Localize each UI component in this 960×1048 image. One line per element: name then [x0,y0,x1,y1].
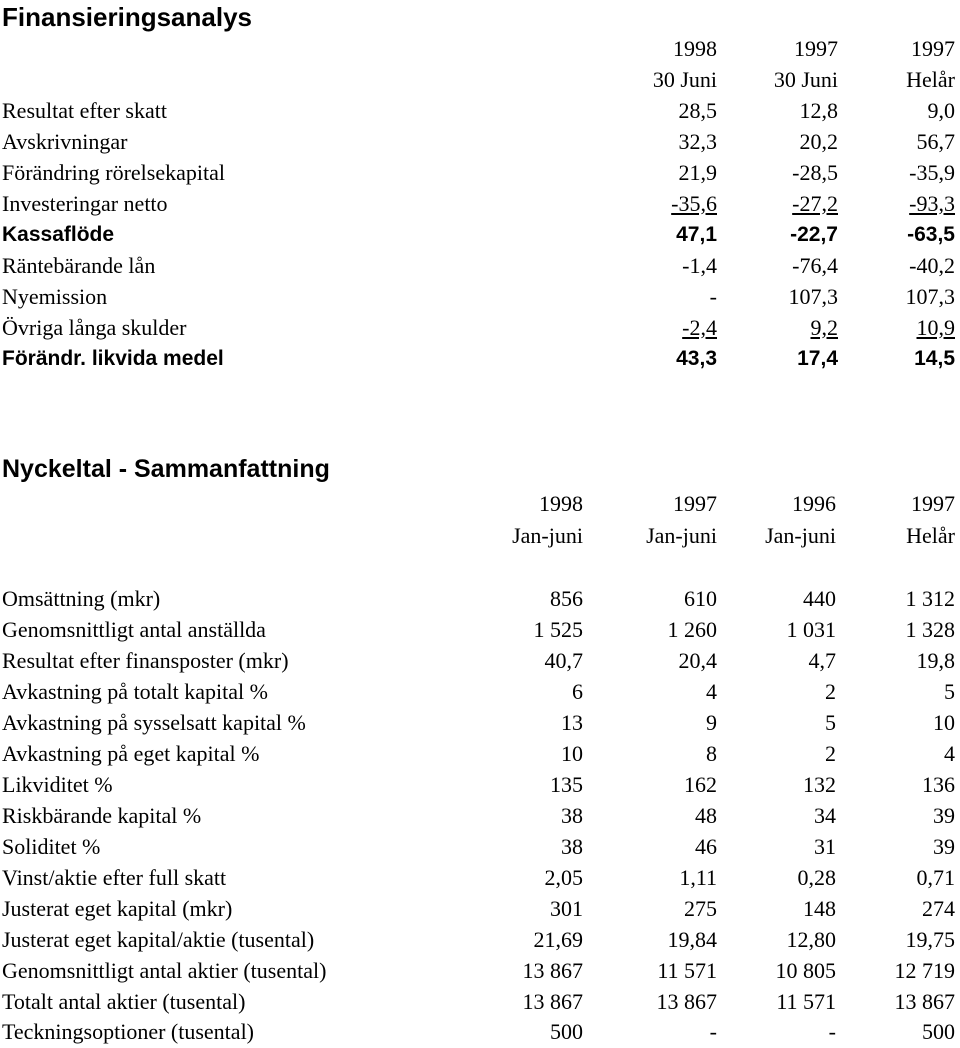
cell-value: 107,3 [788,284,838,309]
table-row [0,769,960,800]
cell-value: 39 [933,834,955,859]
finansiering-header-periods [0,64,960,95]
cell-value: 4 [944,741,955,766]
table-row-total [0,219,960,250]
cell-value: 48 [695,803,717,828]
table-row [0,188,960,219]
cell-value: 274 [922,896,955,921]
cell-value: 9,2 [810,315,838,340]
row-label: Genomsnittligt antal aktier (tusental) [2,958,327,983]
cell-value: 0,71 [916,865,955,890]
cell-value: - [828,1019,836,1044]
cell-value: 47,1 [676,223,717,246]
table-row [0,312,960,343]
cell-value: 8 [706,741,717,766]
table-row-total [0,343,960,374]
row-label: Avkastning på eget kapital % [2,741,260,766]
cell-value: 11 571 [657,958,717,983]
row-label: Justerat eget kapital (mkr) [2,896,233,921]
row-label: Teckningsoptioner (tusental) [2,1019,255,1044]
cell-value: 19,75 [905,927,955,952]
table-row [0,157,960,188]
table-row [0,614,960,645]
cell-value: -76,4 [792,253,838,278]
cell-value: 21,69 [533,927,583,952]
table-row [0,95,960,126]
cell-value: 13 867 [522,989,583,1014]
header-year: 1997 [911,491,955,516]
cell-value: 10 [561,741,583,766]
row-label: Resultat efter finansposter (mkr) [2,648,289,673]
cell-value: -22,7 [790,223,838,246]
cell-value: 9 [706,710,717,735]
cell-value: 12,8 [799,98,838,123]
table-row [0,707,960,738]
cell-value: 21,9 [678,160,717,185]
cell-value: -93,3 [909,191,955,216]
cell-value: 19,8 [916,648,955,673]
cell-value: 1 328 [905,617,955,642]
row-label: Förändr. likvida medel [2,347,224,370]
cell-value: 107,3 [905,284,955,309]
table-row [0,583,960,614]
cell-value: 17,4 [797,347,838,370]
cell-value: 20,2 [799,129,838,154]
header-year: 1997 [794,36,838,61]
table-row [0,281,960,312]
row-label: Totalt antal aktier (tusental) [2,989,246,1014]
header-period: Jan-juni [512,523,583,548]
cell-value: - [709,284,717,309]
table-row [0,800,960,831]
row-label: Likviditet % [2,772,113,797]
table-row [0,955,960,986]
row-label: Vinst/aktie efter full skatt [2,865,227,890]
header-period: Helår [906,67,955,92]
cell-value: 301 [550,896,583,921]
cell-value: 148 [803,896,836,921]
cell-value: 32,3 [678,129,717,154]
cell-value: -40,2 [909,253,955,278]
cell-value: 132 [803,772,836,797]
cell-value: 19,84 [667,927,717,952]
cell-value: 10 [933,710,955,735]
row-label: Investeringar netto [2,191,168,216]
cell-value: 56,7 [916,129,955,154]
cell-value: 2 [825,679,836,704]
row-label: Omsättning (mkr) [2,586,161,611]
cell-value: -63,5 [907,223,955,246]
cell-value: 1 260 [667,617,717,642]
cell-value: 275 [684,896,717,921]
row-label: Avskrivningar [2,129,128,154]
row-label: Resultat efter skatt [2,98,167,123]
cell-value: 34 [814,803,836,828]
cell-value: 38 [561,803,583,828]
header-year: 1996 [792,491,836,516]
table-row [0,126,960,157]
cell-value: -2,4 [682,315,717,340]
row-label: Riskbärande kapital % [2,803,202,828]
cell-value: 43,3 [676,347,717,370]
table-row [0,738,960,769]
row-label: Räntebärande lån [2,253,156,278]
cell-value: 440 [803,586,836,611]
header-period: Helår [906,523,955,548]
table-row [0,986,960,1017]
table-row [0,862,960,893]
cell-value: -35,9 [909,160,955,185]
header-period: 30 Juni [773,67,838,92]
header-year: 1997 [911,36,955,61]
row-label: Kassaflöde [2,223,115,246]
nyckeltal-header-periods [0,520,960,551]
row-label: Soliditet % [2,834,101,859]
cell-value: -27,2 [792,191,838,216]
cell-value: 1 525 [533,617,583,642]
cell-value: 38 [561,834,583,859]
cell-value: 46 [695,834,717,859]
cell-value: 500 [922,1019,955,1044]
nyckeltal-header-years [0,488,960,519]
cell-value: 162 [684,772,717,797]
cell-value: 13 [561,710,583,735]
cell-value: 13 867 [894,989,955,1014]
cell-value: 4,7 [808,648,836,673]
cell-value: 2,05 [544,865,583,890]
cell-value: 5 [944,679,955,704]
cell-value: 1 031 [786,617,836,642]
row-label: Övriga långa skulder [2,315,187,340]
cell-value: -28,5 [792,160,838,185]
header-year: 1998 [539,491,583,516]
table-row [0,831,960,862]
cell-value: 12,80 [786,927,836,952]
cell-value: 28,5 [678,98,717,123]
finansieringsanalys-title: Finansieringsanalys [2,2,252,32]
cell-value: 31 [814,834,836,859]
header-period: 30 Juni [652,67,717,92]
cell-value: 14,5 [914,347,955,370]
row-label: Genomsnittligt antal anställda [2,617,266,642]
cell-value: 9,0 [927,98,955,123]
cell-value: 1 312 [905,586,955,611]
cell-value: 10,9 [916,315,955,340]
row-label: Nyemission [2,284,108,309]
table-row [0,645,960,676]
row-label: Justerat eget kapital/aktie (tusental) [2,927,315,952]
cell-value: 5 [825,710,836,735]
cell-value: 13 867 [656,989,717,1014]
header-period: Jan-juni [646,523,717,548]
row-label: Avkastning på sysselsatt kapital % [2,710,306,735]
cell-value: 39 [933,803,955,828]
nyckeltal-title: Nyckeltal - Sammanfattning [2,455,330,483]
cell-value: 4 [706,679,717,704]
cell-value: 856 [550,586,583,611]
table-row [0,1016,960,1047]
cell-value: -1,4 [682,253,717,278]
header-year: 1997 [673,491,717,516]
cell-value: 136 [922,772,955,797]
table-row [0,250,960,281]
cell-value: 11 571 [776,989,836,1014]
finansiering-header-years [0,33,960,64]
cell-value: -35,6 [671,191,717,216]
cell-value: 10 805 [775,958,836,983]
header-year: 1998 [673,36,717,61]
cell-value: 0,28 [797,865,836,890]
table-row [0,893,960,924]
row-label: Avkastning på totalt kapital % [2,679,268,704]
cell-value: 20,4 [678,648,717,673]
cell-value: 1,11 [679,865,717,890]
cell-value: 6 [572,679,583,704]
table-row [0,676,960,707]
cell-value: 13 867 [522,958,583,983]
cell-value: 12 719 [894,958,955,983]
cell-value: - [709,1019,717,1044]
row-label: Förändring rörelsekapital [2,160,225,185]
cell-value: 500 [550,1019,583,1044]
cell-value: 135 [550,772,583,797]
cell-value: 2 [825,741,836,766]
cell-value: 40,7 [544,648,583,673]
table-row [0,924,960,955]
header-period: Jan-juni [765,523,836,548]
cell-value: 610 [684,586,717,611]
